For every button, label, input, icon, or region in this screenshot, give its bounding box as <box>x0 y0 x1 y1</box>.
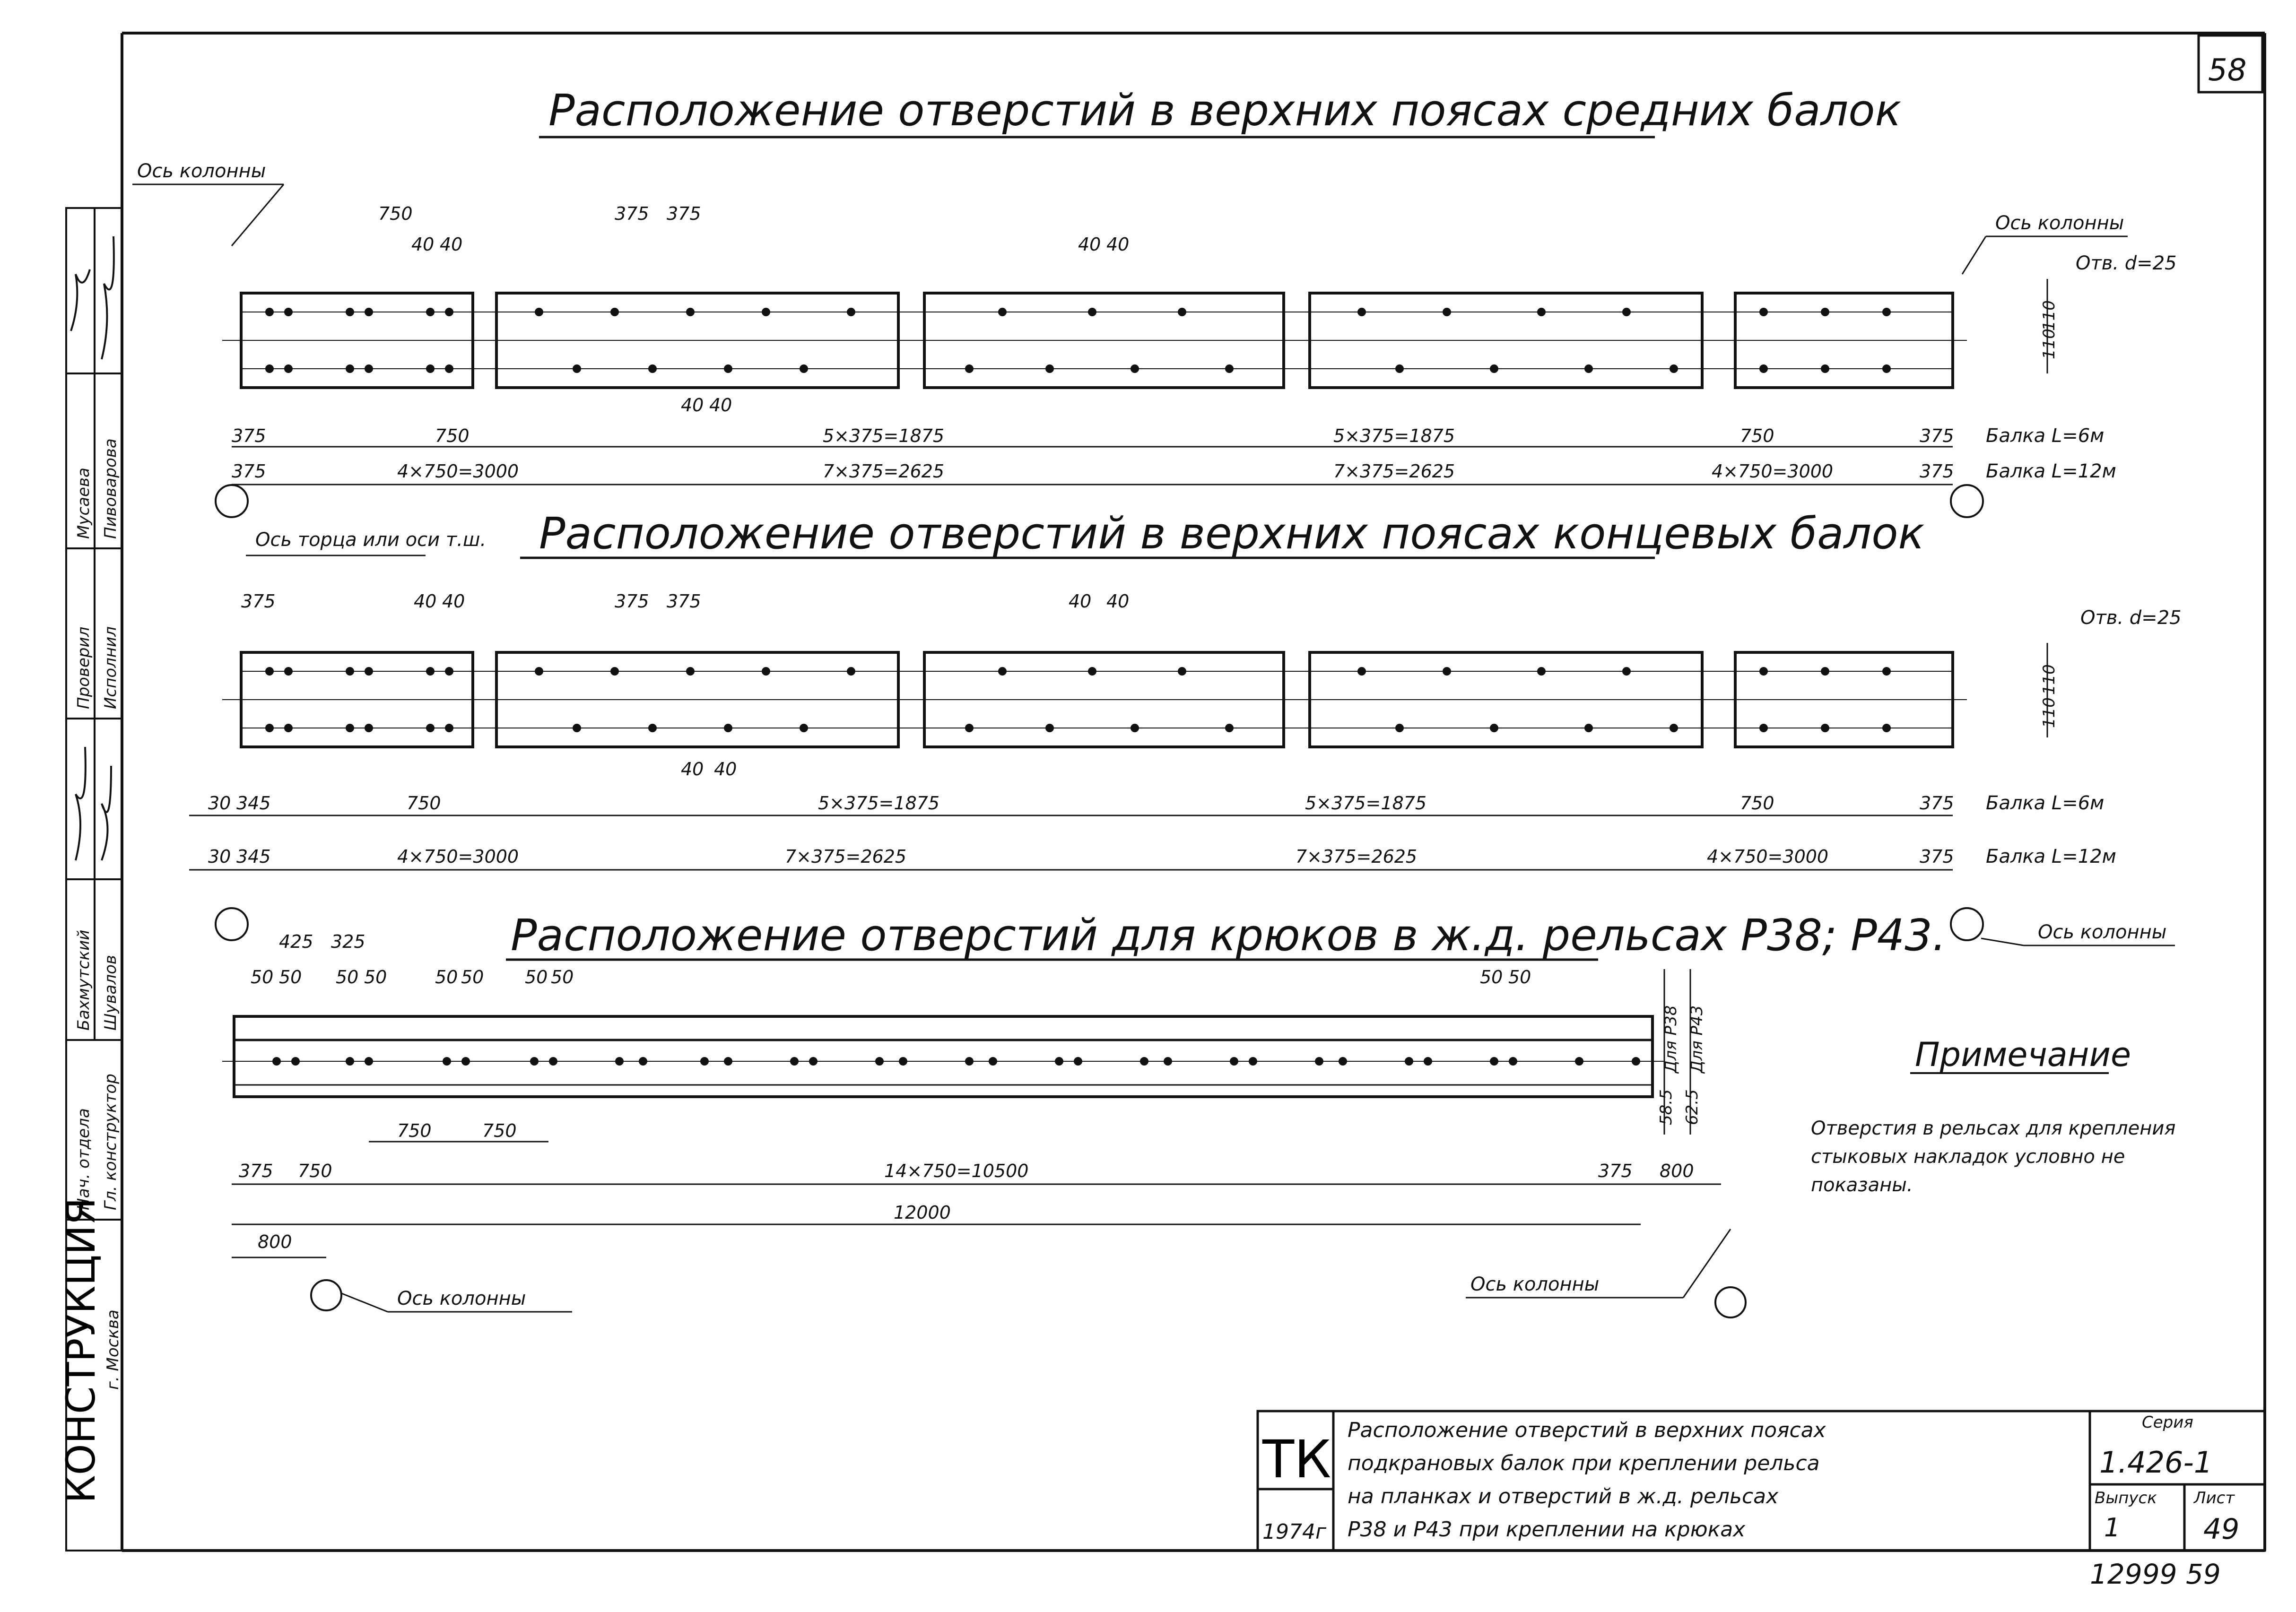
series-value: 1.426-1 <box>2099 1445 2213 1480</box>
s3-r1-1: 750 <box>298 1161 332 1181</box>
side-role-1: Нач. отдела <box>74 1108 93 1210</box>
s3-dim-50i: 50 <box>1480 967 1503 988</box>
s3-dim-50d: 50 <box>364 967 387 988</box>
s2-r1-3: 5×375=1875 <box>818 793 940 814</box>
s2-side-110a: 110 <box>2040 697 2059 728</box>
side-role-4: Шувалов <box>101 955 120 1031</box>
s1-dim-40a: 40 <box>411 234 435 255</box>
side-role-3: Бахмутский <box>74 929 93 1031</box>
s3-below-750b: 750 <box>482 1120 517 1141</box>
s1-r1-5: 375 <box>1920 425 1954 446</box>
s2-r1-0: 30 <box>208 793 231 814</box>
section-2-hole-note: Отв. d=25 <box>2080 607 2182 629</box>
s2-r1-6: 375 <box>1920 793 1954 814</box>
s2-dim-40f: 40 <box>714 759 737 780</box>
s1-dim-40d: 40 <box>1106 234 1130 255</box>
s1-dim-40c: 40 <box>1078 234 1101 255</box>
s3-dim-50a: 50 <box>251 967 274 988</box>
section-1-title: Расположение отверстий в верхних поясах средних балок <box>548 85 1902 136</box>
section-1-axis-left: Ось колонны <box>137 160 266 182</box>
s1-dim-40b: 40 <box>440 234 463 255</box>
s1-r2-1: 4×750=3000 <box>397 461 519 482</box>
s1-dim-750: 750 <box>378 203 413 224</box>
note-block <box>1811 1035 2175 1196</box>
s3-dim-425: 425 <box>279 931 313 952</box>
s2-r2-6: 375 <box>1920 846 1954 867</box>
note-title: Примечание <box>1915 1035 2131 1074</box>
s3-r1-3: 375 <box>1598 1161 1633 1181</box>
side-role-2: Гл. конструктор <box>101 1074 120 1210</box>
side-role-8: Пивоварова <box>101 438 120 539</box>
section-rail <box>222 910 1946 1317</box>
s2-dim-40d: 40 <box>1106 591 1130 612</box>
section-2-title: Расположение отверстий в верхних поясах концевых балок <box>539 508 1925 559</box>
s2-dim-375b: 375 <box>667 591 701 612</box>
s1-r2-2: 7×375=2625 <box>823 461 945 482</box>
sheet-number-box <box>2199 35 2262 92</box>
s2-r2-2: 4×750=3000 <box>397 846 519 867</box>
s1-r1-3: 5×375=1875 <box>1333 425 1455 446</box>
s2-side-110b: 110 <box>2040 664 2059 695</box>
note-line-1: Отверстия в рельсах для крепления <box>1811 1118 2176 1139</box>
s2-dim-40a: 40 <box>414 591 437 612</box>
s3-left-offset: 800 <box>258 1231 292 1252</box>
s2-r1-2: 750 <box>407 793 441 814</box>
section-2-axis-right: Ось колонны <box>2038 921 2167 943</box>
rail-dim-58: 58.5 <box>1657 1089 1676 1125</box>
s2-r2-3: 7×375=2625 <box>785 846 907 867</box>
s3-dim-50c: 50 <box>336 967 359 988</box>
s1-dim-375a: 375 <box>615 203 649 224</box>
s2-dim-375a: 375 <box>615 591 649 612</box>
title-desc-2: подкрановых балок при креплении рельса <box>1348 1451 1820 1475</box>
s2-r1-label: Балка L=6м <box>1986 792 2105 814</box>
s2-r2-label: Балка L=12м <box>1986 846 2116 867</box>
s1-r2-5: 375 <box>1920 461 1954 482</box>
note-line-2: стыковых накладок условно не <box>1811 1146 2125 1168</box>
s3-r1-2: 14×750=10500 <box>884 1161 1029 1181</box>
s2-r1-4: 5×375=1875 <box>1305 793 1427 814</box>
s3-below-750a: 750 <box>397 1120 432 1141</box>
s3-dim-50e: 50 <box>435 967 458 988</box>
section-middle-beams <box>132 85 2177 517</box>
s1-side-110a: 110 <box>2040 329 2059 359</box>
s1-r1-1: 750 <box>435 425 470 446</box>
title-desc-3: на планках и отверстий в ж.д. рельсах <box>1348 1484 1779 1508</box>
sheet-number: 58 <box>2208 53 2247 88</box>
title-desc-1: Расположение отверстий в верхних поясах <box>1348 1418 1826 1442</box>
section-1-axis-right: Ось колонны <box>1995 212 2124 234</box>
s2-dim-40e: 40 <box>681 759 704 780</box>
section-end-beams <box>189 508 2182 945</box>
section-1-hole-note: Отв. d=25 <box>2076 252 2177 274</box>
side-role-5: Проверил <box>74 626 93 709</box>
side-role-7: Мусаева <box>74 468 93 539</box>
s2-dim-40b: 40 <box>442 591 465 612</box>
section-2-axis-left: Ось торца или оси т.ш. <box>255 529 487 551</box>
s2-r2-5: 4×750=3000 <box>1707 846 1829 867</box>
side-role-6: Исполнил <box>101 626 120 709</box>
s2-r2-0: 30 <box>208 846 231 867</box>
s1-dim-40e: 40 <box>681 395 704 416</box>
s1-r2-label: Балка L=12м <box>1986 460 2116 482</box>
issue-label: Выпуск <box>2095 1489 2157 1508</box>
section-3-axis-left: Ось колонны <box>397 1288 526 1309</box>
s1-r2-3: 7×375=2625 <box>1333 461 1455 482</box>
side-stamp-org: КОНСТРУКЦИЯ <box>58 1197 104 1503</box>
rail-dim-62: 62.5 <box>1683 1089 1702 1125</box>
s3-total: 12000 <box>894 1202 951 1223</box>
bottom-handwritten-number: 12999 59 <box>2090 1558 2221 1590</box>
sheet-frame <box>122 33 2265 1551</box>
sheet-label: Лист <box>2194 1489 2235 1508</box>
issue-value: 1 <box>2104 1513 2121 1543</box>
s1-r1-2: 5×375=1875 <box>823 425 945 446</box>
s1-dim-375b: 375 <box>667 203 701 224</box>
s1-r1-0: 375 <box>232 425 266 446</box>
s2-r2-4: 7×375=2625 <box>1296 846 1418 867</box>
s2-r1-5: 750 <box>1740 793 1774 814</box>
title-desc-4: Р38 и Р43 при креплении на крюках <box>1348 1517 1746 1542</box>
s3-dim-50j: 50 <box>1508 967 1531 988</box>
s3-dim-50f: 50 <box>461 967 484 988</box>
s1-side-110b: 110 <box>2040 300 2059 331</box>
s3-dim-50h: 50 <box>551 967 574 988</box>
s1-r1-4: 750 <box>1740 425 1774 446</box>
title-block-logo: ТК <box>1262 1429 1331 1490</box>
s3-r1-4: 800 <box>1660 1161 1694 1181</box>
s2-r2-1: 345 <box>236 846 271 867</box>
s1-r2-4: 4×750=3000 <box>1712 461 1834 482</box>
title-block-year: 1974г <box>1262 1520 1327 1544</box>
rail-label-p38: Для Р38 <box>1661 1005 1680 1073</box>
s3-dim-50g: 50 <box>525 967 548 988</box>
s1-r2-0: 375 <box>232 461 266 482</box>
side-stamp-city: г. Москва <box>104 1309 122 1390</box>
s3-r1-0: 375 <box>239 1161 273 1181</box>
section-3-axis-right: Ось колонны <box>1470 1274 1600 1295</box>
sheet-value: 49 <box>2203 1513 2240 1546</box>
note-line-3: показаны. <box>1811 1174 1913 1196</box>
series-label: Серия <box>2142 1413 2193 1432</box>
s2-dim-375: 375 <box>241 591 276 612</box>
s2-r1-1: 345 <box>236 793 271 814</box>
s1-r1-label: Балка L=6м <box>1986 425 2105 447</box>
s1-dim-40f: 40 <box>709 395 732 416</box>
s2-dim-40c: 40 <box>1069 591 1092 612</box>
rail-label-p43: Для Р43 <box>1687 1005 1706 1073</box>
section-3-title: Расположение отверстий для крюков в ж.д. рельсах Р38; Р43. <box>511 910 1946 961</box>
s3-dim-325: 325 <box>331 931 365 952</box>
s3-dim-50b: 50 <box>279 967 302 988</box>
